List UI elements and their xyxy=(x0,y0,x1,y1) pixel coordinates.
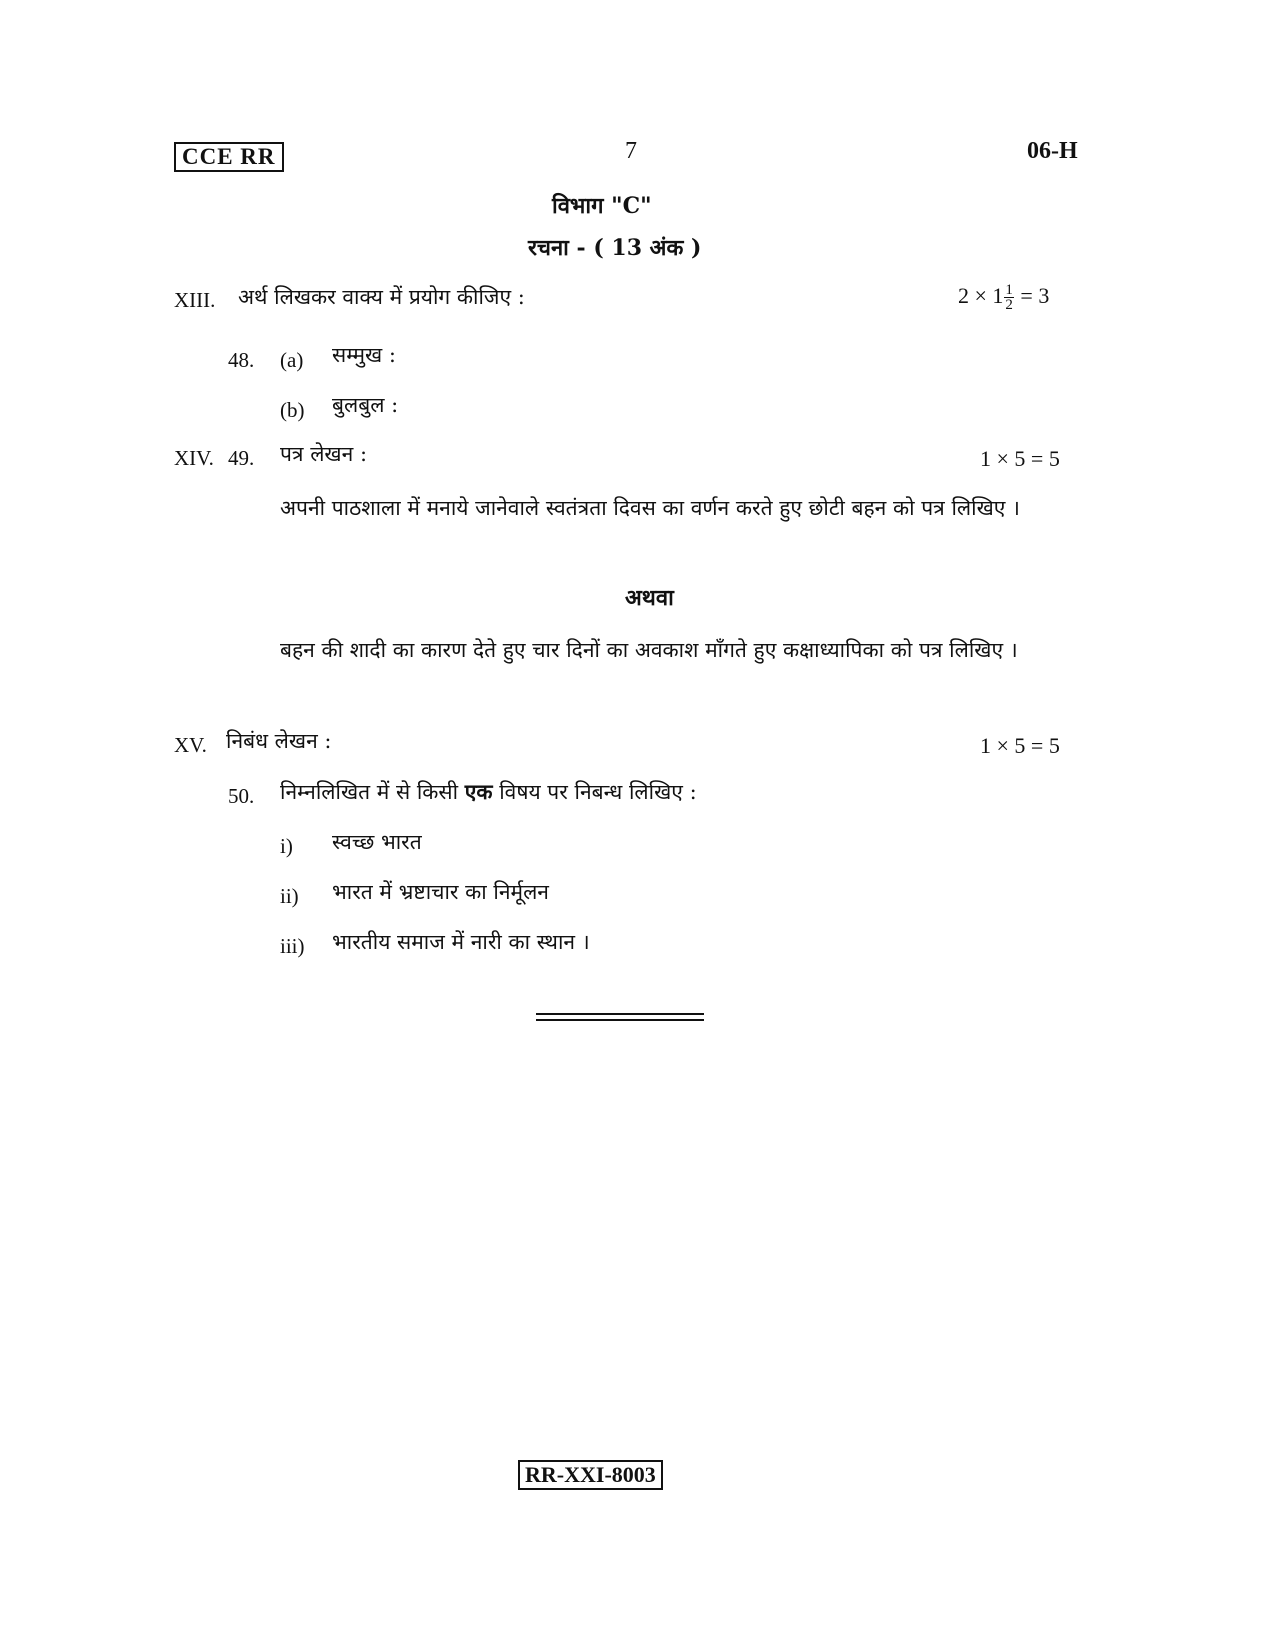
item-label: (a) xyxy=(280,348,304,372)
topic-label: iii) xyxy=(280,934,305,958)
header-code: CCE RR xyxy=(174,142,284,172)
question-xv-instruction xyxy=(280,778,697,806)
section-title: विभाग "C" xyxy=(552,193,652,219)
marks-suffix: = 3 xyxy=(1020,283,1050,308)
question-xv-title: निबंध लेखन : xyxy=(226,729,332,753)
question-xiv-title: पत्र लेखन : xyxy=(280,442,368,466)
or-label: अथवा xyxy=(625,585,674,611)
fraction-numerator: 1 xyxy=(1005,282,1013,299)
question-roman-xiv: XIV. xyxy=(174,446,214,470)
question-xiv-marks: 1 × 5 = 5 xyxy=(980,446,1060,471)
page-number: 7 xyxy=(625,138,637,164)
fraction-denominator: 2 xyxy=(1005,297,1013,314)
question-number-48: 48. xyxy=(228,348,255,372)
topic-text: भारतीय समाज में नारी का स्थान । xyxy=(332,930,590,954)
question-number-49: 49. xyxy=(228,446,255,470)
paper-code: 06-H xyxy=(1027,138,1078,164)
question-xiii-instruction: अर्थ लिखकर वाक्य में प्रयोग कीजिए : xyxy=(238,285,525,309)
topic-text: स्वच्छ भारत xyxy=(332,830,422,854)
instruction-bold: एक xyxy=(464,779,493,804)
topic-text: भारत में भ्रष्टाचार का निर्मूलन xyxy=(332,880,549,904)
question-roman-xiii: XIII. xyxy=(174,288,216,312)
marks-prefix: 2 × 1 xyxy=(958,283,1004,308)
letter-option-2: बहन की शादी का कारण देते हुए चार दिनों का अवकाश माँगते हुए कक्षाध्यापिका को पत्र लिखिए । xyxy=(280,638,1018,662)
question-roman-xv: XV. xyxy=(174,733,207,757)
question-number-50: 50. xyxy=(228,784,255,808)
item-label: (b) xyxy=(280,398,305,422)
end-rule-bottom xyxy=(536,1019,704,1021)
letter-option-1: अपनी पाठशाला में मनाये जानेवाले स्वतंत्रता दिवस का वर्णन करते हुए छोटी बहन को पत्र लिखिए । xyxy=(280,496,1020,520)
question-xv-marks: 1 × 5 = 5 xyxy=(980,733,1060,758)
item-text: बुलबुल : xyxy=(332,393,399,417)
item-text: सम्मुख : xyxy=(332,343,396,367)
instruction-after: विषय पर निबन्ध लिखिए : xyxy=(499,780,697,804)
section-subtitle: रचना - ( 13 अंक ) xyxy=(528,235,702,261)
footer-code: RR-XXI-8003 xyxy=(518,1460,663,1490)
instruction-before: निम्नलिखित में से किसी xyxy=(280,780,459,804)
question-xiii-marks xyxy=(958,283,1049,312)
marks-fraction xyxy=(1004,283,1014,312)
end-rule-top xyxy=(536,1013,704,1015)
topic-label: i) xyxy=(280,834,293,858)
topic-label: ii) xyxy=(280,884,299,908)
